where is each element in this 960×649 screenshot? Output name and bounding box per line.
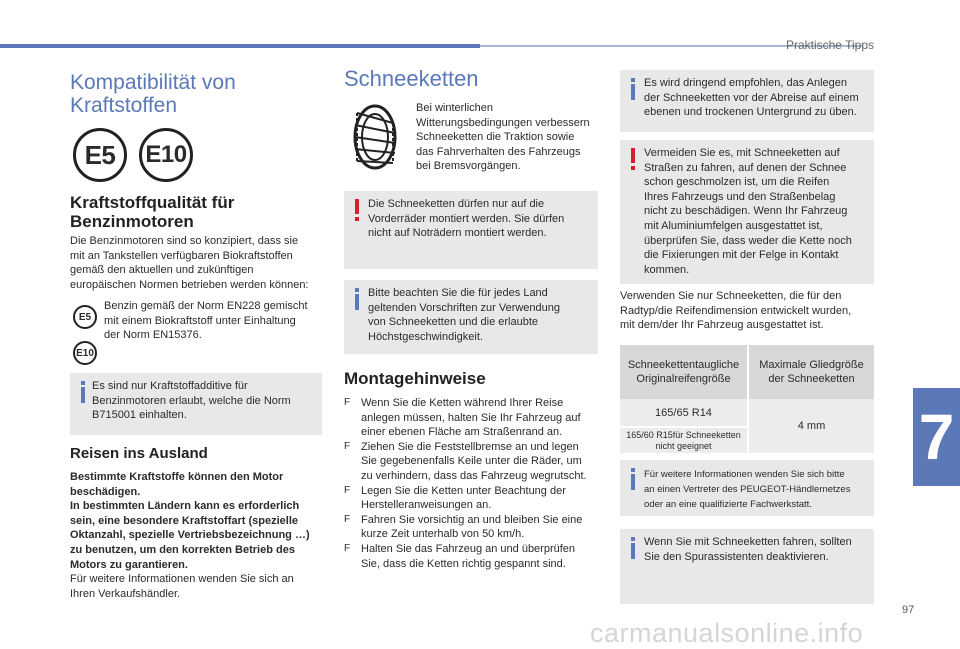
text-line: bei Bremsvorgängen. xyxy=(416,160,521,173)
text-line: nicht zu beschädigen. Wenn Ihr Fahrzeug xyxy=(644,205,848,218)
page-number: 97 xyxy=(902,604,915,616)
fuel-quality-title xyxy=(70,193,234,231)
text-line: Originalreifengröße xyxy=(636,373,731,385)
text-line: mit dem/der Ihr Fahrzeug ausgestattet ist. xyxy=(620,319,824,332)
check-bullet-icon: F xyxy=(344,484,351,496)
chain-size-table xyxy=(620,345,874,453)
text-line: Die Benzinmotoren sind so konzipiert, dass sie xyxy=(70,235,299,247)
title-line: Kraftstoffqualität für xyxy=(70,193,235,212)
text-line: Verwenden Sie nur Schneeketten, die für den xyxy=(620,290,842,302)
text-line: Ihres Fahrzeugs und den Straßenbelag xyxy=(644,190,836,203)
table-header-cell xyxy=(620,345,748,399)
text-line: zu benutzen, um den korrekten Betrieb des xyxy=(70,543,295,556)
check-bullet-icon: F xyxy=(344,542,351,554)
text-line: Bei winterlichen xyxy=(416,102,494,114)
text-line: gemäß den aktuellen und zukünftigen xyxy=(70,264,254,277)
text-line: das Fahrverhalten des Fahrzeugs xyxy=(416,145,581,158)
table-row xyxy=(620,399,874,427)
info-icon xyxy=(628,468,638,490)
text-line: In bestimmten Ländern kann es erforderlich xyxy=(70,500,300,513)
text-line: der Norm EN15376. xyxy=(104,329,202,342)
text-line: einer ebenen Fläche am Straßenrand an. xyxy=(361,426,563,439)
warning-box-front-wheels xyxy=(344,191,598,269)
table-header-row xyxy=(620,345,874,399)
check-bullet-icon: F xyxy=(344,397,351,408)
table-cell xyxy=(620,427,748,453)
text-line: Legen Sie die Ketten unter Beachtung der xyxy=(361,484,566,497)
text-line: Sie gegebenenfalls Keile unter die Räder, um xyxy=(361,455,582,468)
warning-box-text xyxy=(368,197,564,241)
title-line: Benzinmotoren xyxy=(70,212,194,231)
text-line: Fahren Sie vorsichtig an und bleiben Sie eine xyxy=(361,513,583,526)
fuel-quality-paragraph xyxy=(70,234,320,292)
title-line: Kompatibilität von xyxy=(70,71,236,94)
text-line: beschädigen. xyxy=(70,485,141,498)
section-title: Praktische Tipps xyxy=(785,38,874,52)
chapter-tab xyxy=(913,388,960,486)
text-line: 165/60 R15für Schneeketten xyxy=(626,429,741,440)
table-header-cell xyxy=(748,345,874,399)
snow-chains-intro xyxy=(416,101,601,174)
abroad-paragraph xyxy=(70,572,322,601)
text-line: europäischen Normen betrieben werden können: xyxy=(70,278,309,291)
text-line: Motors zu garantieren. xyxy=(70,558,188,571)
text-line: Sie, dass die Ketten richtig gespannt sind. xyxy=(361,557,566,570)
watermark: carmanualsonline.info xyxy=(590,618,864,648)
text-line: die Fixierungen mit der Felge in Kontakt xyxy=(644,249,839,262)
text-line: zu verhindern, dass das Fahrzeug wegrutscht. xyxy=(361,469,587,482)
text-line: Bestimmte Kraftstoffe können den Motor xyxy=(70,471,284,483)
text-line: Die Schneeketten dürfen nur auf die xyxy=(368,198,545,210)
info-box-text xyxy=(92,379,291,423)
abroad-bold-paragraph xyxy=(70,470,322,572)
snow-chains-title: Schneeketten xyxy=(344,66,479,91)
info-box-text xyxy=(368,286,560,344)
title-line: Kraftstoffen xyxy=(70,94,178,117)
text-line: von Schneeketten und die erlaubte xyxy=(368,316,539,329)
text-line: Witterungsbedingungen verbessern xyxy=(416,116,590,129)
e5-small-icon: E5 xyxy=(73,305,97,329)
text-line: Es wird dringend empfohlen, das Anlegen xyxy=(644,77,848,89)
header-bar xyxy=(0,44,480,48)
list-item xyxy=(344,484,606,513)
warning-box-melted-snow xyxy=(620,140,874,284)
text-line: Ihren Verkaufshändler. xyxy=(70,587,181,600)
text-line: Wenn Sie die Ketten während Ihrer Reise xyxy=(361,397,564,409)
installation-title: Montagehinweise xyxy=(344,369,486,388)
text-line: Straßen zu fahren, auf denen der Schnee xyxy=(644,161,847,174)
text-line: Herstelleranweisungen an. xyxy=(361,499,492,512)
info-box-text xyxy=(644,76,859,120)
text-line: B715001 einhalten. xyxy=(92,409,187,422)
text-line: Für weitere Informationen wenden Sie sich bitte xyxy=(644,469,845,480)
list-item xyxy=(344,396,606,440)
text-line: schon geschmolzen ist, um die Reifen xyxy=(644,176,830,189)
text-line: anlegen müssen, halten Sie Ihr Fahrzeug auf xyxy=(361,411,581,424)
text-line: Maximale Gliedgröße xyxy=(759,359,864,371)
text-line: der Schneeketten vor der Abreise auf einem xyxy=(644,91,859,104)
text-line: Es sind nur Kraftstoffadditive für xyxy=(92,380,248,392)
installation-list xyxy=(344,396,606,571)
text-line: Höchstgeschwindigkeit. xyxy=(368,330,483,343)
abroad-title: Reisen ins Ausland xyxy=(70,445,208,462)
text-line: mit Aluminiumfelgen ausgestattet ist, xyxy=(644,219,823,232)
table-cell: 165/65 R14 xyxy=(620,399,748,427)
table-cell: 4 mm xyxy=(797,420,826,432)
text-line: sein, eine besondere Kraftstoffart (spezielle xyxy=(70,514,299,527)
e10-small-icon: E10 xyxy=(73,341,97,365)
text-line: mit einem Biokraftstoff unter Einhaltung xyxy=(104,314,296,327)
info-box-regulations xyxy=(344,280,598,354)
text-line: Benzin gemäß der Norm EN228 gemischt xyxy=(104,300,308,312)
e10-badge-icon: E10 xyxy=(139,128,193,182)
text-line: nicht auf Noträdern montiert werden. xyxy=(368,227,547,240)
text-line: Ziehen Sie die Feststellbremse an und legen xyxy=(361,440,579,453)
text-line: überprüfen Sie, dass weder die Kette noch xyxy=(644,234,852,247)
check-bullet-icon: F xyxy=(344,440,351,452)
list-item xyxy=(344,542,606,571)
text-line: Halten Sie das Fahrzeug an und überprüfen xyxy=(361,542,576,555)
text-line: geltenden Vorschriften zur Verwendung xyxy=(368,301,561,314)
text-line: oder an eine qualifizierte Fachwerkstatt. xyxy=(644,499,812,510)
text-line: ebenen und trockenen Untergrund zu üben. xyxy=(644,106,857,119)
info-box-lane-assist xyxy=(620,529,874,604)
text-line: Schneeketten die Traktion sowie xyxy=(416,131,575,144)
text-line: Radtyp/die Reifendimension entwickelt wurden, xyxy=(620,304,852,317)
text-line: Sie den Spurassistenten deaktivieren. xyxy=(644,550,829,563)
text-line: Benzinmotoren erlaubt, welche die Norm xyxy=(92,394,291,407)
list-item xyxy=(344,513,606,542)
text-line: Oktanzahl, spezielle Vertriebsbezeichnung …) xyxy=(70,529,310,542)
text-line: nicht geeignet xyxy=(655,440,712,451)
info-box-practice xyxy=(620,70,874,132)
chain-size-paragraph xyxy=(620,289,874,333)
info-icon xyxy=(78,381,88,403)
info-icon xyxy=(628,537,638,559)
info-icon xyxy=(352,288,362,310)
text-line: Wenn Sie mit Schneeketten fahren, sollten xyxy=(644,536,852,548)
text-line: an einen Vertreter des PEUGEOT-Händlernetzes xyxy=(644,484,851,495)
e5-badge-icon: E5 xyxy=(73,128,127,182)
info-box-text xyxy=(644,467,850,512)
warning-box-text xyxy=(644,146,852,277)
info-icon xyxy=(628,78,638,100)
list-item xyxy=(344,440,606,484)
text-line: Schneekettentaugliche xyxy=(627,359,740,371)
info-box-text xyxy=(644,535,852,564)
text-line: kommen. xyxy=(644,263,690,276)
text-line: Bitte beachten Sie die für jedes Land xyxy=(368,287,548,299)
info-box-dealer xyxy=(620,460,874,516)
warning-icon xyxy=(628,148,638,170)
text-line: der Schneeketten xyxy=(768,373,855,385)
text-line: kurze Zeit unterhalb von 50 km/h. xyxy=(361,528,525,541)
info-box-additives xyxy=(70,373,322,435)
snow-chain-icon xyxy=(345,103,405,171)
text-line: Vorderräder montiert werden. Sie dürfen xyxy=(368,212,565,225)
chapter-number: 7 xyxy=(918,401,955,473)
text-line: Vermeiden Sie es, mit Schneeketten auf xyxy=(644,147,840,159)
check-bullet-icon: F xyxy=(344,513,351,525)
text-line: Für weitere Informationen wenden Sie sich an xyxy=(70,573,294,585)
text-line: mit an Tankstellen verfügbaren Biokraftstoffen xyxy=(70,249,293,262)
warning-icon xyxy=(352,199,362,221)
norm-paragraph xyxy=(104,299,324,343)
fuel-compat-title xyxy=(70,71,236,117)
